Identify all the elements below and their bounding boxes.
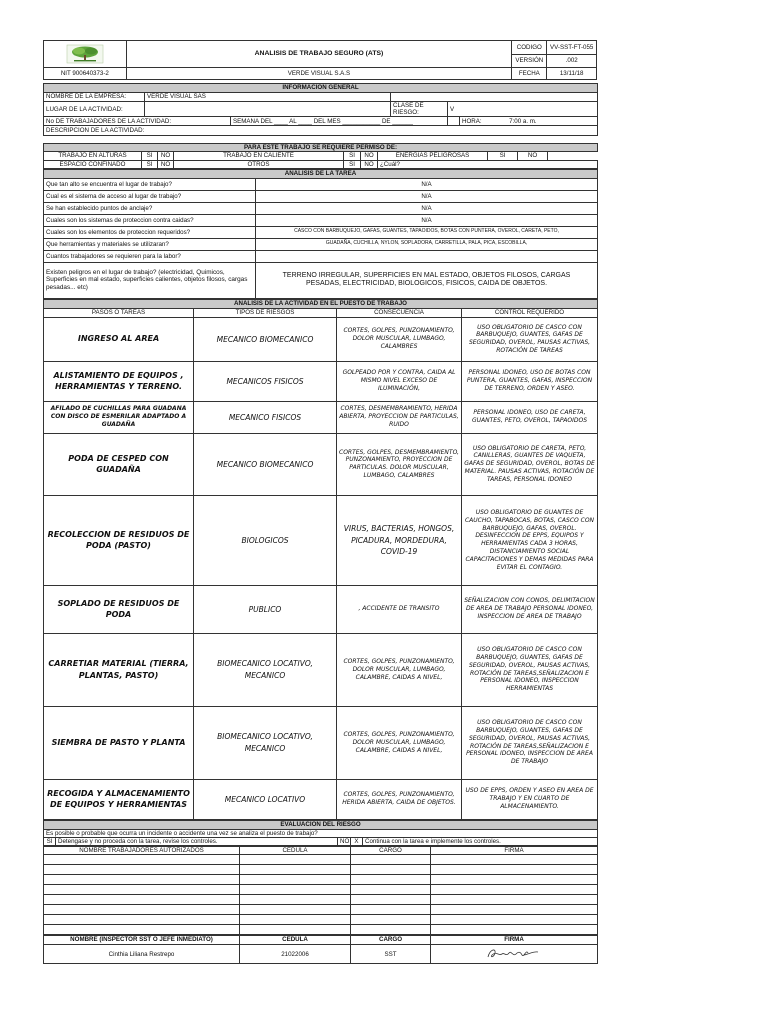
permiso-no: NO [518,152,548,160]
actividad-row: ALISTAMIENTO DE EQUIPOS , HERRAMIENTAS Y TERRENO. MECANICOS FISICOS GOLPEADO POR Y CONTRA, CAIDA AL MISMO NIVEL EXCESO DE ILUMINACIÓN, PERSONAL IDONEO, USO DE BOTAS CON PUNTERA, GUANTES, GAFAS, INSPECCION DE TERRENO, ORDEN Y ASEO. [44,361,598,401]
company-name: VERDE VISUAL S.A.S [126,68,512,80]
permiso-alturas: TRABAJO EN ALTURAS [44,152,142,160]
ats-form [43,40,597,964]
trabajador-row [44,875,598,885]
hora-value: 7:00 a. m. [509,117,537,125]
trabajador-row [44,915,598,925]
tarea-section-title: ANALISIS DE LA TAREA [44,169,598,178]
evaluacion-no-text: Continua con la tarea e implemente los controles. [363,837,598,845]
trabajadores-table [43,846,598,935]
tarea-question: Cual es el sistema de acceso al lugar de trabajo? [44,190,256,202]
inspector-nombre: Cinthia Liliana Restrepo [44,945,240,964]
permiso-no: NO [361,152,378,160]
trabajador-row [44,865,598,875]
actividad-row: RECOLECCION DE RESIDUOS DE PODA (PASTO) BIOLOGICOS VIRUS, BACTERIAS, HONGOS, PICADURA, MORDEDURA, COVID-19 USO OBLIGATORIO DE GUANTES DE CAUCHO, TAPABOCAS, BOTAS, CASCO CON BARBUQUEJO, GAFAS, OVEROL. DESINFECCION DE EPPS, EQUIPOS Y HERRAMIENTAS CADA 3 HORAS, DISTANCIAMIENTO SOCIAL CAPACITACIONES Y DEMAS MEDIDAS PARA EVITAR EL CONTAGIO. [44,495,598,585]
actividad-row: PODA DE CESPED CON GUADAÑA MECANICO BIOMECANICO CORTES, GOLPES, DESMEMBRAMIENTO, PUNZONAMIENTO, PROYECCION DE PARTICULAS. DOLOR MUSCULAR, LUMBAGO, CALAMBRES USO OBLIGATORIO DE CARETA, PETO, CANILLERAS, GUANTES DE VAQUETA, GAFAS DE SEGURIDAD, OVEROL, BOTAS DE MATERIAL. PAUSAS ACTIVAS, ROTACIÓN DE TAREAS, PERSONAL IDONEO [44,433,598,495]
trabajador-row [44,855,598,865]
trab-header-cargo: CARGO [351,846,431,854]
lugar-label: LUGAR DE LA ACTIVIDAD: [44,102,145,117]
insp-header-cedula: CEDULA [240,936,351,945]
fecha-label: FECHA [512,68,547,80]
evaluacion-question: Es posible o probable que ocurra un incidente o accidente una vez se analiza el puesto de trabajo? [44,829,598,837]
trabajador-row [44,925,598,935]
permiso-no: NO [158,152,174,160]
permiso-si: SI [142,160,158,168]
actividad-row: RECOGIDA Y ALMACENAMIENTO DE EQUIPOS Y HERRAMIENTAS MECANICO LOCATIVO CORTES, GOLPES, PUNZONAMIENTO, HERIDA ABIERTA, CAIDA DE OBJETOS. USO DE EPPS, ORDEN Y ASEO EN AREA DE TRABAJO Y EN CUARTO DE ALMACENAMIENTO. [44,779,598,819]
evaluacion-section-title: EVALUACION DEL RIESGO [44,820,598,829]
col-header-control: CONTROL REQUERIDO [462,308,598,317]
general-info [43,83,598,136]
insp-header-nombre: NOMBRE (INSPECTOR SST O JEFE INMEDIATO) [44,936,240,945]
codigo-label: CODIGO [512,41,547,55]
permiso-si: SI [142,152,158,160]
tarea-answer: GUADAÑA, CUCHILLA, NYLON, SOPLADORA, CARRETILLA, PALA, PICA, ESCOBILLA, [256,238,598,250]
permisos-table [43,143,598,168]
company-logo [44,41,127,68]
actividad-row: INGRESO AL AREA MECANICO BIOMECANICO CORTES, GOLPES, PUNZONAMIENTO, DOLOR MUSCULAR, LUMBAGO, CALAMBRES USO OBLIGATORIO DE CASCO CON BARBUQUEJO, GUANTES, GAFAS DE SEGURIDAD, OVEROL, PAUSAS ACTIVAS, ROTACIÓN DE TAREAS [44,317,598,361]
empresa-value: VERDE VISUAL SAS [145,93,391,102]
clase-riesgo-value: V [448,102,598,117]
form-title: ANALISIS DE TRABAJO SEGURO (ATS) [126,41,512,68]
permiso-si: SI [488,152,518,160]
tarea-answer: N/A [256,214,598,226]
evaluacion-riesgo [43,820,598,846]
inspector-table [43,935,598,964]
permisos-section-title: PARA ESTE TRABAJO SE REQUIERE PERMISO DE: [44,144,598,152]
signature-icon [484,945,544,961]
trab-header-firma: FIRMA [431,846,598,854]
peligros-answer: TERRENO IRREGULAR, SUPERFICIES EN MAL ESTADO, OBJETOS FILOSOS, CARGAS PESADAS, ELECTRICIDAD, BIOLOGICOS, FISICOS, CAIDA DE OBJETOS. [256,262,598,298]
hora-cell [460,117,598,126]
permiso-no: NO [158,160,174,168]
col-header-riesgos: TIPOS DE RIESGOS [194,308,337,317]
analisis-actividad [43,299,598,820]
actividad-row: SOPLADO DE RESIDUOS DE PODA PUBLICO , ACCIDENTE DE TRANSITO SEÑALIZACION CON CONOS, DELIMITACION DE AREA DE TRABAJO PERSONAL IDONEO, INSPECCION DE AREA DE TRABAJO [44,585,598,633]
nit: NIT 900640373-2 [44,68,127,80]
actividad-row: AFILADO DE CUCHILLAS PARA GUADANA CON DISCO DE ESMERILAR ADAPTADO A GUADAÑA MECANICO FISICOS CORTES, DESMEMBRAMIENTO, HERIDA ABIERTA, PROYECCION DE PARTICULAS, RUIDO PERSONAL IDONEO, USO DE CARETA, GUANTES, PETO, OVEROL, TAPAOIDOS [44,401,598,433]
empresa-label: NOMBRE DE LA EMPRESA: [44,93,145,102]
permiso-cual: ¿Cuál? [378,160,598,168]
inspector-cargo: SST [351,945,431,964]
inspector-cedula: 21022006 [240,945,351,964]
trabajadores-label: No DE TRABAJADORES DE LA ACTIVIDAD: [44,117,231,126]
permiso-si: SI [344,152,361,160]
peligros-question: Existen peligros en el lugar de trabajo? (electricidad, Quimicos, Superficies en mal estado, superficies calientes, objetos filosos, cargas pesadas... etc) [44,262,256,298]
clase-riesgo-label: CLASE DE RIESGO: [391,102,448,117]
tarea-answer [256,250,598,262]
tarea-answer: N/A [256,202,598,214]
evaluacion-x-mark: X [351,837,363,845]
col-header-consecuencia: CONSECUENCIA [337,308,462,317]
actividad-row: CARRETIAR MATERIAL (TIERRA, PLANTAS, PASTO) BIOMECANICO LOCATIVO, MECANICO CORTES, GOLPES, PUNZONAMIENTO, DOLOR MUSCULAR, LUMBAGO, CALAMBRE, CAIDAS A NIVEL, USO OBLIGATORIO DE CASCO CON BARBUQUEJO, GUANTES, GAFAS DE SEGURIDAD, OVEROL, PAUSAS ACTIVAS, ROTACIÓN DE TAREAS,SEÑALIZACION E PERSONAL IDONEO, INSPECCION HERRAMIENTAS [44,633,598,706]
inspector-firma [431,945,598,964]
trabajador-row [44,885,598,895]
permiso-caliente: TRABAJO EN CALIENTE [174,152,344,160]
tree-logo-icon [66,44,104,64]
col-header-pasos: PASOS O TAREAS [44,308,194,317]
descripcion-label: DESCRIPCION DE LA ACTIVIDAD: [44,126,598,136]
fecha-value: 13/11/18 [547,68,597,80]
tarea-answer: N/A [256,178,598,190]
tarea-question: Que herramientas y materiales se utilizaran? [44,238,256,250]
tarea-question: Que tan alto se encuentra el lugar de trabajo? [44,178,256,190]
permiso-otros: OTROS [174,160,344,168]
info-section-title: INFORMACION GENERAL [44,84,598,93]
evaluacion-si-text: Detengase y no proceda con la tarea, revise los controles. [56,837,338,845]
trabajador-row [44,905,598,915]
tarea-answer: N/A [256,190,598,202]
trab-header-nombre: NOMBRE TRABAJADORES AUTORIZADOS [44,846,240,854]
tarea-question: Cuantos trabajadores se requieren para la labor? [44,250,256,262]
permiso-si: SI [344,160,361,168]
analisis-tarea [43,169,598,299]
evaluacion-no: NO [338,837,351,845]
evaluacion-si: SI [44,837,56,845]
permiso-no: NO [361,160,378,168]
semana-text: SEMANA DEL ____ AL ____ DEL MES ___________ DE ______ [231,117,448,126]
tarea-answer: CASCO CON BARBUQUEJO, GAFAS, GUANTES, TAPAOIDOS, BOTAS CON PUNTERA, OVEROL, CARETA, PETO, [256,226,598,238]
codigo-value: VV-SST-FT-055 [547,41,597,55]
actividad-row: SIEMBRA DE PASTO Y PLANTA BIOMECANICO LOCATIVO, MECANICO CORTES, GOLPES, PUNZONAMIENTO, DOLOR MUSCULAR, LUMBAGO, CALAMBRE, CAIDAS A NIVEL, USO OBLIGATORIO DE CASCO CON BARBUQUEJO, GUANTES, GAFAS DE SEGURIDAD, OVEROL, PAUSAS ACTIVAS, ROTACIÓN DE TAREAS,SEÑALIZACION E PERSONAL IDONEO, INSPECCION DE AREA DE TRABAJO [44,706,598,779]
insp-header-firma: FIRMA [431,936,598,945]
trabajador-row [44,895,598,905]
trab-header-cedula: CEDULA [240,846,351,854]
form-header [43,40,597,80]
permiso-confinado: ESPACIO CONFINADO [44,160,142,168]
tarea-question: Cuales son los elementos de proteccion requeridos? [44,226,256,238]
actividad-section-title: ANALISIS DE LA ACTIVIDAD EN EL PUESTO DE TRABAJO [44,299,598,308]
version-value: .002 [547,55,597,68]
insp-header-cargo: CARGO [351,936,431,945]
hora-label: HORA: [462,117,482,125]
version-label: VERSIÓN [512,55,547,68]
permiso-energias: ENERGIAS PELIGROSAS [378,152,488,160]
tarea-question: Cuales son los sistemas de proteccion contra caidas? [44,214,256,226]
tarea-question: Se han establecido puntos de anclaje? [44,202,256,214]
